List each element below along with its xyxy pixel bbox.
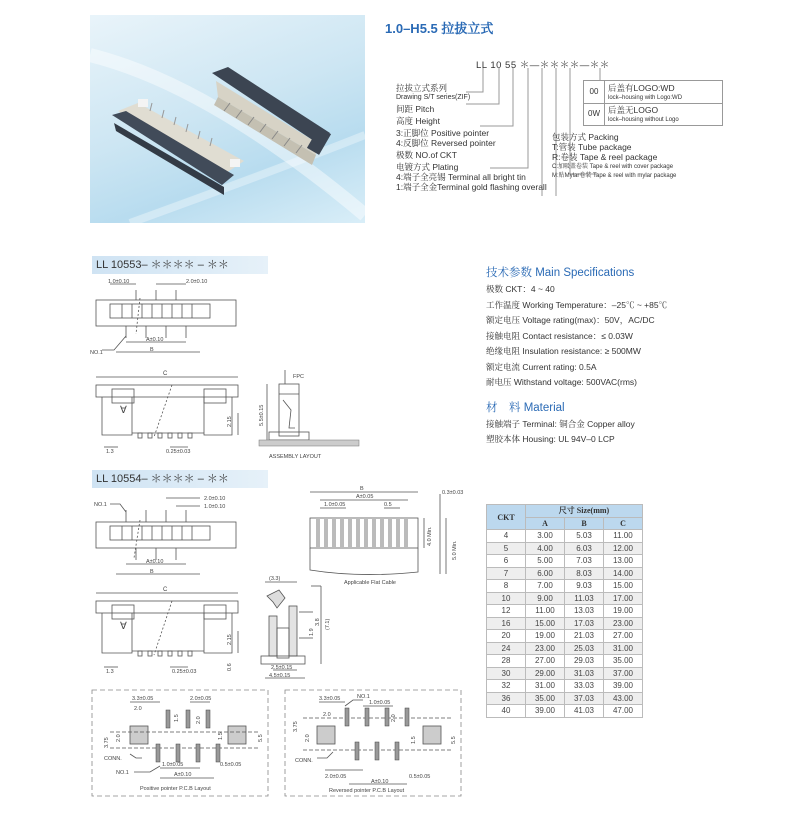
dim-w: 1.3	[106, 669, 114, 675]
pcb-rev-d9: 2.0±0.05	[325, 774, 347, 780]
col-group-size: 尺寸 Size(mm)	[526, 505, 643, 518]
pcb-rev-d8: 5.5	[451, 736, 457, 744]
cell-ckt: 24	[487, 642, 526, 655]
pcb-rev-a: A±0.10	[371, 779, 389, 785]
dim-pitch-1: 1.0±0.10	[204, 504, 226, 510]
cell-c: 11.00	[604, 530, 643, 543]
spec-line: 耐电压 Withstand voltage: 500VAC(rms)	[486, 377, 637, 387]
legend-plating-tin: 4:端子全亮锡 Terminal all bright tin	[396, 172, 526, 182]
legend-plating-gold: 1:端子全金Terminal gold flashing overall	[396, 182, 547, 192]
table-row	[487, 642, 643, 655]
reversed-pointer-pcb-layout	[283, 688, 463, 798]
cell-b: 41.03	[565, 705, 604, 718]
product-photo	[90, 15, 365, 223]
cell-b: 13.03	[565, 605, 604, 618]
cell-ckt: 6	[487, 555, 526, 568]
logo-0w-en: lock–housing without Logo	[608, 117, 679, 123]
cell-a: 11.00	[526, 605, 565, 618]
cell-c: 47.00	[604, 705, 643, 718]
material-title: 材 料 Material	[486, 401, 565, 414]
assembly-caption: ASSEMBLY LAYOUT	[269, 454, 322, 460]
material-line: 接触端子 Terminal: 铜合金 Copper alloy	[486, 418, 635, 429]
table-row	[487, 630, 643, 643]
cell-ckt: 8	[487, 580, 526, 593]
pcb-pos-d8: 3.75	[104, 737, 110, 748]
packing-mylar: M:贴Mylar卷装 Tape & reel with mylar package	[552, 173, 677, 179]
dim-b: B	[150, 347, 154, 353]
pcb-pos-d9: 5.5	[258, 734, 264, 742]
pcb-rev-no1: NO.1	[357, 694, 370, 700]
table-row	[487, 605, 643, 618]
cell-a: 5.00	[526, 555, 565, 568]
pcb-pos-d3: 2.0	[134, 706, 142, 712]
pcb-rev-conn: CONN.	[295, 758, 313, 764]
pcb-pos-d1: 3.3±0.05	[132, 696, 154, 702]
legend-series-cn: 拉拔立式系列	[396, 83, 448, 93]
cell-c: 23.00	[604, 617, 643, 630]
dim-33: (3.3)	[269, 576, 281, 582]
cable-dim-min5: 5.0 Min.	[452, 540, 458, 560]
cell-b: 21.03	[565, 630, 604, 643]
pcb-pos-a: A±0.10	[174, 772, 192, 778]
dim-t: 0.25±0.03	[172, 669, 197, 675]
ll10553-side-view	[92, 365, 242, 455]
dim-c: C	[163, 587, 168, 593]
spec-line: 额定电流 Current rating: 0.5A	[486, 361, 597, 372]
cell-b: 9.03	[565, 580, 604, 593]
spec-line: 极数 CKT：4 ~ 40	[486, 284, 555, 294]
dim-t: 0.25±0.03	[166, 449, 191, 455]
ll10554-top-view	[90, 492, 260, 584]
pcb-pos-d10: 1.0±0.05	[162, 762, 184, 768]
pcb-pos-no1: NO.1	[116, 770, 129, 776]
dim-25: 2.5±0.15	[271, 665, 293, 671]
page-title: 1.0–H5.5 拉拔立式	[385, 21, 494, 36]
dim-base: 0.6	[227, 663, 233, 671]
cell-a: 19.00	[526, 630, 565, 643]
dim-45: 4.5±0.15	[269, 673, 291, 679]
cell-a: 3.00	[526, 530, 565, 543]
pcb-pos-d5: 2.0	[196, 716, 202, 724]
cell-b: 25.03	[565, 642, 604, 655]
pcb-rev-d5: 3.75	[293, 721, 299, 732]
packing-cover: C:加吸盖卷装 Tape & reel with cover package	[552, 164, 674, 170]
ll10553-top-view	[90, 276, 260, 362]
lock-arrow-icon: ∀	[120, 405, 127, 416]
pcb-pos-caption: Positive pointer P.C.B Layout	[140, 786, 211, 792]
legend-positive-pointer: 3:正脚位 Positive pointer	[396, 128, 490, 138]
table-row	[487, 705, 643, 718]
table-row	[487, 655, 643, 668]
cell-a: 27.00	[526, 655, 565, 668]
cell-ckt: 40	[487, 705, 526, 718]
table-row	[487, 667, 643, 680]
cell-c: 35.00	[604, 655, 643, 668]
cell-b: 7.03	[565, 555, 604, 568]
pcb-pos-d6: 2.0	[116, 734, 122, 742]
cell-b: 33.03	[565, 680, 604, 693]
cell-a: 39.00	[526, 705, 565, 718]
cell-a: 7.00	[526, 580, 565, 593]
size-table	[486, 504, 643, 718]
cell-ckt: 20	[487, 630, 526, 643]
assembly-layout-drawing	[255, 370, 365, 462]
spec-line: 工作温度 Working Temperature：–25℃ ~ +85℃	[486, 299, 668, 310]
cell-b: 6.03	[565, 542, 604, 555]
col-ckt: CKT	[487, 505, 526, 530]
cell-a: 31.00	[526, 680, 565, 693]
pcb-rev-d4: 2.0	[391, 714, 397, 722]
cell-ckt: 7	[487, 567, 526, 580]
cell-ckt: 10	[487, 592, 526, 605]
size-table-wrapper	[486, 504, 643, 718]
cable-dim-a: A±0.05	[356, 494, 374, 500]
cell-a: 15.00	[526, 617, 565, 630]
cable-dim-pitch: 1.0±0.05	[324, 502, 346, 508]
cell-c: 43.00	[604, 692, 643, 705]
table-row	[487, 542, 643, 555]
ll10554-cross-section	[255, 572, 335, 680]
dim-pitch-1: 1.0±0.10	[108, 279, 130, 285]
pcb-rev-caption: Reversed pointer P.C.B Layout	[329, 788, 405, 794]
cell-a: 4.00	[526, 542, 565, 555]
label-no1: NO.1	[94, 502, 107, 508]
section-ll10554-header: LL 10554– ＊＊＊＊ – ＊＊	[92, 470, 268, 488]
ll10554-side-view	[92, 585, 242, 677]
dim-h: 2.15	[227, 634, 233, 645]
pcb-pos-conn: CONN.	[104, 756, 122, 762]
legend-ckt: 极数 NO.of CKT	[396, 150, 457, 160]
lock-arrow-icon: ∀	[120, 621, 127, 632]
pcb-rev-d1: 3.3±0.05	[319, 696, 341, 702]
part-number-code: LL 10 55 ＊—＊＊＊＊—＊＊	[476, 60, 610, 71]
packing-title: 包装方式 Packing	[552, 132, 619, 142]
spec-line: 额定电压 Voltage rating(max)：50V，AC/DC	[486, 315, 655, 325]
pcb-rev-d3: 2.0	[323, 712, 331, 718]
cell-b: 37.03	[565, 692, 604, 705]
pcb-pos-d2: 2.0±0.05	[190, 696, 212, 702]
logo-code-00: 00	[584, 81, 605, 104]
cable-dim-half: 0.5	[384, 502, 392, 508]
dim-b: B	[150, 569, 154, 575]
packing-reel: R:卷装 Tape & reel package	[552, 152, 658, 162]
label-fpc: FPC	[293, 374, 304, 380]
cell-c: 17.00	[604, 592, 643, 605]
cell-ckt: 30	[487, 667, 526, 680]
material-line: 塑胶本体 Housing: UL 94V–0 LCP	[486, 434, 615, 444]
cell-c: 12.00	[604, 542, 643, 555]
pcb-rev-d2: 1.0±0.05	[369, 700, 391, 706]
applicable-flat-cable-drawing	[300, 478, 475, 588]
pcb-pos-d11: 0.5±0.05	[220, 762, 242, 768]
col-b: B	[565, 517, 604, 530]
cell-a: 23.00	[526, 642, 565, 655]
dim-h: 2.15	[227, 416, 233, 427]
cell-a: 6.00	[526, 567, 565, 580]
spec-line: 接触电阻 Contact resistance：≤ 0.03W	[486, 330, 633, 341]
cell-c: 31.00	[604, 642, 643, 655]
cell-b: 17.03	[565, 617, 604, 630]
logo-options-box	[583, 80, 723, 126]
logo-code-0w: 0W	[584, 103, 605, 125]
label-no1: NO.1	[90, 350, 103, 356]
pcb-rev-d6: 2.0	[305, 734, 311, 742]
cell-b: 5.03	[565, 530, 604, 543]
cable-dim-min4: 4.0 Min.	[427, 526, 433, 546]
dim-height: 5.5±0.15	[259, 404, 265, 426]
specs-section	[486, 264, 667, 448]
legend-series-en: Drawing S/T series(ZIF)	[396, 94, 471, 101]
packing-tube: T:管装 Tube package	[552, 142, 632, 152]
cable-dim-b: B	[360, 486, 364, 492]
dim-a: A±0.10	[146, 337, 164, 343]
cell-ckt: 5	[487, 542, 526, 555]
cell-c: 13.00	[604, 555, 643, 568]
cell-c: 27.00	[604, 630, 643, 643]
logo-00-cn: 后盖有LOGO:WD	[608, 83, 675, 93]
cell-b: 11.03	[565, 592, 604, 605]
table-row	[487, 555, 643, 568]
cell-c: 15.00	[604, 580, 643, 593]
positive-pointer-pcb-layout	[90, 688, 270, 798]
logo-00-en: lock–housing with Logo:WD	[608, 95, 683, 101]
logo-0w-cn: 后盖无LOGO	[608, 105, 659, 115]
pcb-rev-d10: 0.5±0.05	[409, 774, 431, 780]
flat-cable-caption: Applicable Flat Cable	[344, 580, 396, 586]
section-ll10553-header: LL 10553– ＊＊＊＊ – ＊＊	[92, 256, 268, 274]
col-a: A	[526, 517, 565, 530]
table-row	[487, 580, 643, 593]
pcb-rev-d7: 1.5	[411, 736, 417, 744]
dim-19: 1.9	[309, 628, 315, 636]
cell-c: 14.00	[604, 567, 643, 580]
cell-b: 8.03	[565, 567, 604, 580]
cell-ckt: 28	[487, 655, 526, 668]
dim-w: 1.3	[106, 449, 114, 455]
legend-pitch: 间距 Pitch	[396, 104, 435, 114]
legend-height: 高度 Height	[396, 116, 440, 126]
cable-dim-thick: 0.3±0.03	[442, 490, 464, 496]
pcb-pos-d7: 1.5	[218, 732, 224, 740]
cell-c: 19.00	[604, 605, 643, 618]
cell-b: 31.03	[565, 667, 604, 680]
cell-ckt: 32	[487, 680, 526, 693]
dim-pitch-2: 2.0±0.10	[186, 279, 208, 285]
pcb-pos-d4: 1.5	[174, 714, 180, 722]
specs-title: 技术参数 Main Specifications	[486, 267, 635, 279]
cell-a: 29.00	[526, 667, 565, 680]
spec-line: 绝缘电阻 Insulation resistance: ≥ 500MW	[486, 346, 641, 356]
cell-c: 39.00	[604, 680, 643, 693]
cell-ckt: 12	[487, 605, 526, 618]
table-row	[487, 692, 643, 705]
table-row	[487, 567, 643, 580]
cell-b: 29.03	[565, 655, 604, 668]
table-row	[487, 592, 643, 605]
cell-a: 9.00	[526, 592, 565, 605]
dim-c: C	[163, 371, 168, 377]
connector-photo-illustration	[90, 15, 365, 223]
cell-ckt: 16	[487, 617, 526, 630]
dim-a: A±0.10	[146, 559, 164, 565]
cell-c: 37.00	[604, 667, 643, 680]
table-row	[487, 680, 643, 693]
legend-reversed-pointer: 4:反脚位 Reversed pointer	[396, 138, 496, 148]
cell-a: 35.00	[526, 692, 565, 705]
cell-ckt: 4	[487, 530, 526, 543]
legend-plating: 电镀方式 Plating	[396, 162, 459, 172]
table-row	[487, 530, 643, 543]
table-row	[487, 617, 643, 630]
col-c: C	[604, 517, 643, 530]
dim-71: (7.1)	[325, 618, 331, 630]
cell-ckt: 36	[487, 692, 526, 705]
dim-38: 3.8	[315, 618, 321, 626]
dim-pitch-2: 2.0±0.10	[204, 496, 226, 502]
